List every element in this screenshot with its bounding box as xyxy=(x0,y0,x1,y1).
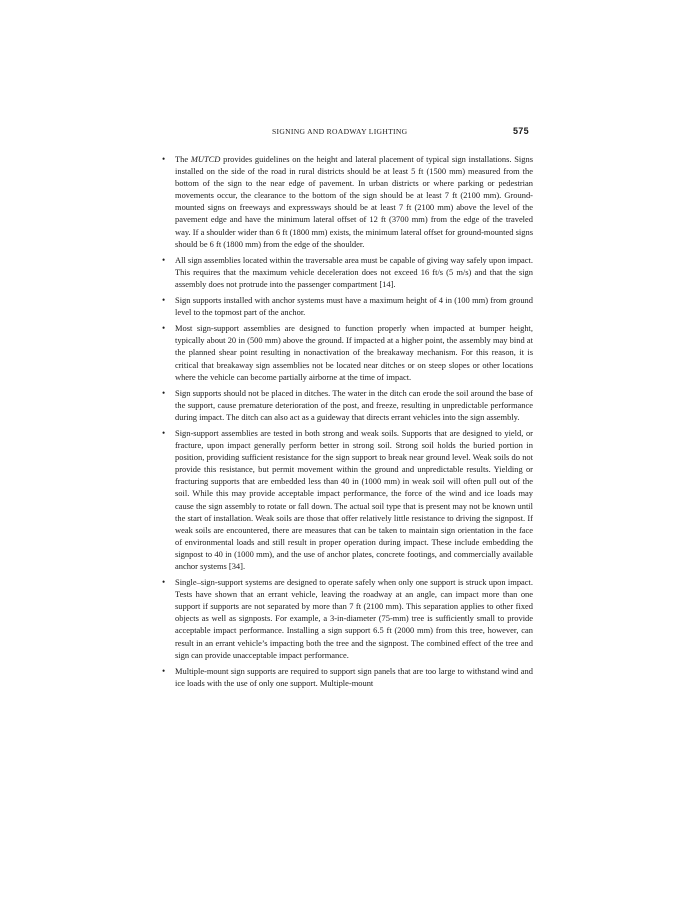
running-header-title: SIGNING AND ROADWAY LIGHTING xyxy=(272,127,408,136)
page-body xyxy=(161,153,533,693)
list-item-text: Multiple-mount sign supports are required to support sign panels that are too large to withstand wind and ice loads with the use of only one support. Multiple-mount xyxy=(175,665,533,688)
list-item-text: Single–sign-support systems are designed to operate safely when only one support is struck upon impact. Tests have shown that an errant vehicle, leaving the roadway at an angle, can impact more than one support if supports are not separated by more than 7 ft (2100 mm). This separation applies to other fixed objects as well as signposts. For example, a 3-in-diameter (75-mm) tree is sufficiently small to provide acceptable impact performance. Installing a sign support 6.5 ft (2000 mm) from this tree, however, can result in an errant vehicle’s impacting both the tree and the signpost. The combined effect of the tree and sign can provide unacceptable impact performance. xyxy=(175,577,533,660)
list-item-text: Most sign-support assemblies are designed to function properly when impacted at bumper height, typically about 20 in (500 mm) above the ground. If impacted at a higher point, the assembly may bind at the planned shear point resulting in nonactivation of the breakaway mechanism. For this reason, it is critical that breakaway sign assemblies not be located near ditches or on steep slopes or other locations where the vehicle can become partially airborne at the time of impact. xyxy=(175,323,533,382)
list-item-text: Sign supports installed with anchor systems must have a maximum height of 4 in (100 mm) from ground level to the topmost part of the anchor. xyxy=(175,295,533,318)
bullet-icon: • xyxy=(162,577,166,588)
mutcd-emphasis: MUTCD xyxy=(190,154,221,164)
list-item-text: Sign-support assemblies are tested in both strong and weak soils. Supports that are designed to yield, or fracture, upon impact generally perform better in strong soil. Strong soil holds the buried portion in position, providing sufficient resistance for the sign support to break near ground level. Weak soils do not provide this resistance, but permit movement within the ground and unpredictable results. Yielding or fracturing supports that are embedded less than 40 in (1000 mm) in weak soil will often pull out of the soil. While this may provide acceptable impact performance, the force of the wind and ice loads may cause the sign assembly to rotate or fall down. The actual soil type that is present may not be known until the start of installation. Weak soils are those that offer relatively little resistance to driving the signpost. If weak soils are encountered, there are measures that can be taken to maintain sign orientation in the face of environmental loads and still result in proper operation during impact. These include embedding the signpost to 40 in (1000 mm), and the use of anchor plates, concrete footings, and commercially available anchor systems [34]. xyxy=(175,427,533,571)
bullet-icon: • xyxy=(162,295,166,306)
bullet-icon: • xyxy=(162,254,166,265)
bullet-list xyxy=(161,153,533,689)
list-item xyxy=(161,427,533,572)
list-item-text: Sign supports should not be placed in ditches. The water in the ditch can erode the soil around the base of the support, cause premature deterioration of the post, and freeze, resulting in unpredictable performance during impact. The ditch can also act as a guideway that directs errant vehicles into the sign assembly. xyxy=(175,387,533,422)
list-item xyxy=(161,665,533,689)
list-item-text-prefix: The xyxy=(175,154,191,164)
list-item xyxy=(161,153,533,250)
list-item-text: All sign assemblies located within the traversable area must be capable of giving way safely upon impact. This requires that the maximum vehicle deceleration does not exceed 16 ft/s (5 m/s) and that the sign assembly does not protrude into the passenger compartment [14]. xyxy=(175,254,533,289)
bullet-icon: • xyxy=(162,665,166,676)
page-number: 575 xyxy=(513,126,529,136)
list-item xyxy=(161,387,533,423)
bullet-icon: • xyxy=(162,427,166,438)
bullet-icon: • xyxy=(162,323,166,334)
list-item xyxy=(161,254,533,290)
bullet-icon: • xyxy=(162,154,166,164)
list-item-text: provides guidelines on the height and lateral placement of typical sign installations. Signs installed on the side of the road in rural districts should be at least 5 ft (1500 mm) measured from the bottom of the sign to the near edge of pavement. In urban districts or where parking or pedestrian movements occur, the clearance to the bottom of the sign should be at least 7 ft (2100 mm). Ground-mounted signs on freeways and expressways should be at least 7 ft (2100 mm) above the level of the pavement edge and have the minimum lateral offset of 12 ft (3700 mm) from the edge of the traveled way. If a shoulder wider than 6 ft (1800 mm) exists, the minimum lateral offset for ground-mounted signs should be 6 ft (1800 mm) from the edge of the shoulder. xyxy=(175,154,533,249)
list-item xyxy=(161,322,533,382)
list-item xyxy=(161,294,533,318)
bullet-icon: • xyxy=(162,387,166,398)
running-header xyxy=(0,127,695,139)
list-item xyxy=(161,576,533,661)
